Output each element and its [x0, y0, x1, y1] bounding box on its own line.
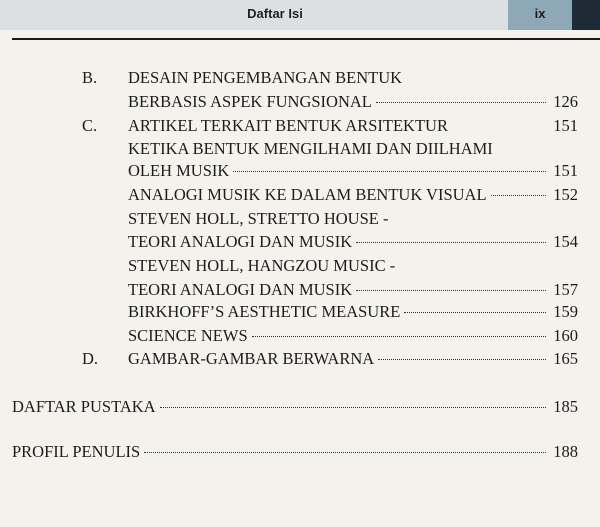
daftar-pustaka-title: DAFTAR PUSTAKA — [12, 397, 156, 416]
page-ref: 154 — [553, 232, 578, 251]
page-ref: 160 — [553, 326, 578, 345]
page-ref: 185 — [553, 397, 578, 416]
toc-subitem[interactable] — [128, 161, 578, 181]
page-ref: 151 — [553, 161, 578, 180]
dot-leader — [160, 407, 546, 408]
section-c-title: ARTIKEL TERKAIT BENTUK ARSITEKTUR — [128, 116, 448, 135]
dot-leader — [252, 336, 546, 337]
dot-leader — [356, 242, 546, 243]
toc-entry-daftar-pustaka[interactable] — [12, 397, 578, 417]
page-header-title: Daftar Isi — [247, 6, 303, 21]
toc-entry-profil-penulis[interactable] — [12, 442, 578, 462]
section-letter-d: D. — [82, 349, 99, 368]
page-ref: 188 — [553, 442, 578, 461]
dot-leader — [491, 195, 546, 196]
dot-leader — [378, 359, 546, 360]
toc-entry-section-d[interactable] — [128, 349, 578, 369]
toc-subitem-line2: OLEH MUSIK — [128, 161, 230, 180]
toc-subitem-line2: TEORI ANALOGI DAN MUSIK — [128, 232, 353, 251]
page-corner-block — [572, 0, 600, 30]
dot-leader — [452, 126, 546, 127]
page-ref: 152 — [553, 185, 578, 204]
section-letter-c: C. — [82, 116, 98, 135]
toc-subitem-title: ANALOGI MUSIK KE DALAM BENTUK VISUAL — [128, 185, 487, 204]
toc-subitem-line1: STEVEN HOLL, STRETTO HOUSE - — [128, 209, 389, 228]
toc-subitem[interactable] — [128, 302, 578, 322]
page-ref: 159 — [553, 302, 578, 321]
section-b-title-line1: DESAIN PENGEMBANGAN BENTUK — [128, 68, 403, 87]
page-ref: 151 — [553, 116, 578, 135]
dot-leader — [356, 290, 546, 291]
section-d-title: GAMBAR-GAMBAR BERWARNA — [128, 349, 375, 368]
dot-leader — [376, 102, 546, 103]
page-ref: 157 — [553, 280, 578, 299]
toc-entry-section-c[interactable] — [128, 116, 578, 136]
dot-leader — [144, 452, 546, 453]
toc-subitem[interactable] — [128, 185, 578, 205]
toc-subitem-line2: TEORI ANALOGI DAN MUSIK — [128, 280, 353, 299]
toc-subitem-line1: STEVEN HOLL, HANGZOU MUSIC - — [128, 256, 396, 275]
page-ref: 165 — [553, 349, 578, 368]
toc-subitem-title: SCIENCE NEWS — [128, 326, 248, 345]
header-rule — [12, 38, 600, 40]
toc-subitem[interactable] — [128, 326, 578, 346]
profil-penulis-title: PROFIL PENULIS — [12, 442, 141, 461]
toc-subitem-line1: KETIKA BENTUK MENGILHAMI DAN DIILHAMI — [128, 139, 493, 158]
page-number: ix — [534, 6, 546, 21]
dot-leader — [404, 312, 546, 313]
toc-subitem[interactable] — [128, 280, 578, 300]
toc-subitem[interactable] — [128, 232, 578, 252]
section-b-title-line2: BERBASIS ASPEK FUNGSIONAL — [128, 92, 372, 111]
section-letter-b: B. — [82, 68, 98, 87]
toc-entry-section-b[interactable] — [128, 92, 578, 112]
toc-subitem-title: BIRKHOFF’S AESTHETIC MEASURE — [128, 302, 401, 321]
dot-leader — [233, 171, 546, 172]
page-ref: 126 — [553, 92, 578, 111]
